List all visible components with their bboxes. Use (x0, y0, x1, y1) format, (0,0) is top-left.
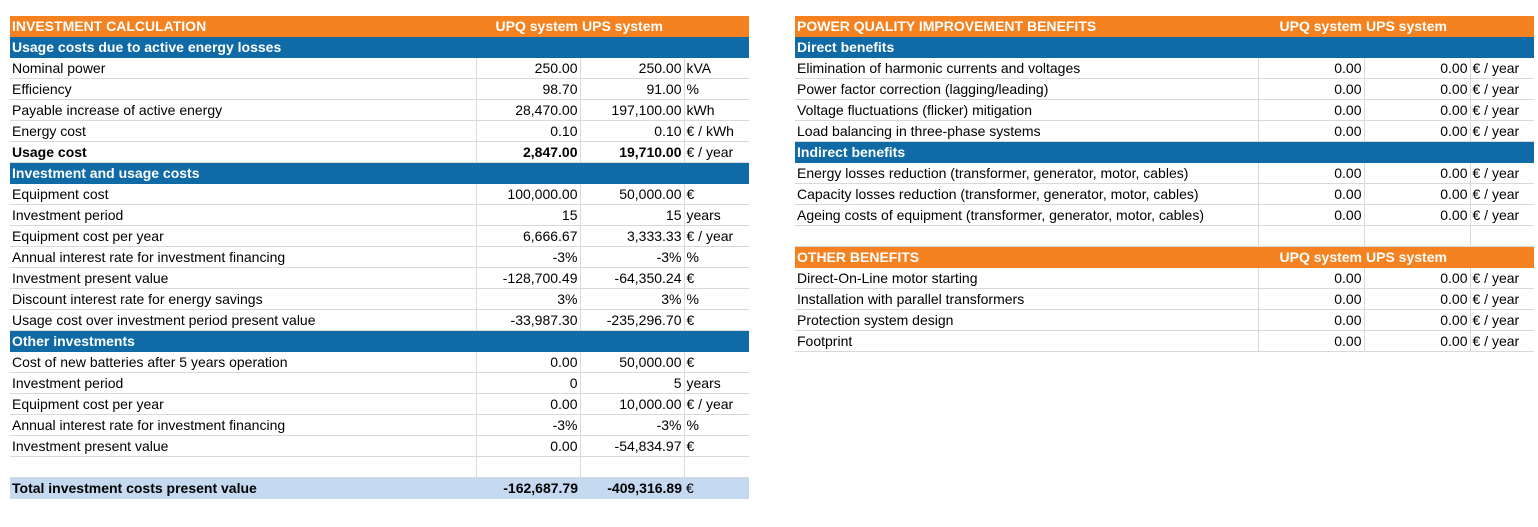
table-row (10, 415, 749, 436)
row-label: Equipment cost per year (10, 394, 476, 415)
upq-value: 0.00 (1258, 205, 1364, 226)
unit-label: years (684, 373, 749, 394)
unit-label: € (684, 184, 749, 205)
col-unit-header (684, 16, 749, 37)
table-row (795, 100, 1534, 121)
investment-calculation-table (10, 16, 749, 499)
other-benefits-title: OTHER BENEFITS (795, 247, 1258, 268)
total-unit: € (684, 478, 749, 499)
unit-label: % (684, 289, 749, 310)
upq-value: -128,700.49 (476, 268, 580, 289)
row-label: Cost of new batteries after 5 years operation (10, 352, 476, 373)
unit-label: € (684, 436, 749, 457)
row-label: Energy losses reduction (transformer, generator, motor, cables) (795, 163, 1258, 184)
row-label: Investment present value (10, 268, 476, 289)
table-row (10, 289, 749, 310)
ups-value: 197,100.00 (580, 100, 684, 121)
table-row (10, 268, 749, 289)
row-label: Protection system design (795, 310, 1258, 331)
unit-label: € (684, 268, 749, 289)
row-label: Equipment cost (10, 184, 476, 205)
table-row (795, 163, 1534, 184)
row-label: Investment present value (10, 436, 476, 457)
ups-value: 0.00 (1364, 58, 1470, 79)
ups-value: 10,000.00 (580, 394, 684, 415)
total-upq-value: -162,687.79 (476, 478, 580, 499)
unit-label: € / year (1470, 79, 1534, 100)
upq-value: 6,666.67 (476, 226, 580, 247)
unit-label: kWh (684, 100, 749, 121)
row-label: Usage cost over investment period present value (10, 310, 476, 331)
section-title: Investment and usage costs (10, 163, 749, 184)
unit-label: € / year (1470, 121, 1534, 142)
section-header-direct-benefits (795, 37, 1534, 58)
table-row (795, 205, 1534, 226)
section-header-usage-costs (10, 37, 749, 58)
investment-header-row (10, 16, 749, 37)
row-label: Efficiency (10, 79, 476, 100)
ups-value: 0.00 (1364, 184, 1470, 205)
unit-label: € / year (1470, 205, 1534, 226)
upq-value: 0.00 (1258, 79, 1364, 100)
ups-value: 91.00 (580, 79, 684, 100)
total-ups-value: -409,316.89 (580, 478, 684, 499)
investment-title: INVESTMENT CALCULATION (10, 16, 476, 37)
table-row (10, 226, 749, 247)
other-investments-section (10, 352, 749, 457)
usage-costs-section (10, 58, 749, 163)
upq-value: 250.00 (476, 58, 580, 79)
upq-value: 100,000.00 (476, 184, 580, 205)
upq-value: -3% (476, 247, 580, 268)
row-label: Energy cost (10, 121, 476, 142)
col-ups-header: UPS system (1364, 16, 1470, 37)
unit-label: % (684, 247, 749, 268)
table-row (10, 310, 749, 331)
row-label: Footprint (795, 331, 1258, 352)
col-ups-header: UPS system (580, 16, 684, 37)
upq-value: 0.00 (1258, 163, 1364, 184)
row-label: Elimination of harmonic currents and voltages (795, 58, 1258, 79)
col-upq-header: UPQ system (476, 16, 580, 37)
ups-value: 15 (580, 205, 684, 226)
table-row (10, 247, 749, 268)
other-benefits-section (795, 268, 1534, 352)
upq-value: 0.00 (1258, 58, 1364, 79)
row-label: Ageing costs of equipment (transformer, generator, motor, cables) (795, 205, 1258, 226)
indirect-benefits-section (795, 163, 1534, 226)
section-title: Direct benefits (795, 37, 1534, 58)
unit-label: years (684, 205, 749, 226)
row-label: Load balancing in three-phase systems (795, 121, 1258, 142)
ups-value: 0.00 (1364, 121, 1470, 142)
row-label: Capacity losses reduction (transformer, generator, motor, cables) (795, 184, 1258, 205)
ups-value: 0.00 (1364, 205, 1470, 226)
row-label: Usage cost (10, 142, 476, 163)
table-row (10, 373, 749, 394)
row-label: Installation with parallel transformers (795, 289, 1258, 310)
unit-label: € / year (1470, 58, 1534, 79)
col-unit-header (1470, 247, 1534, 268)
unit-label: € / year (1470, 184, 1534, 205)
row-label: Annual interest rate for investment financing (10, 415, 476, 436)
ups-value: 0.00 (1364, 310, 1470, 331)
investment-usage-section (10, 184, 749, 331)
table-row (10, 205, 749, 226)
ups-value: 3% (580, 289, 684, 310)
ups-value: -3% (580, 415, 684, 436)
row-label: Payable increase of active energy (10, 100, 476, 121)
power-quality-benefits-table (795, 16, 1534, 352)
unit-label: € / year (1470, 268, 1534, 289)
ups-value: 250.00 (580, 58, 684, 79)
table-row (10, 58, 749, 79)
spacer-row (10, 457, 749, 478)
table-row (795, 289, 1534, 310)
upq-value: 98.70 (476, 79, 580, 100)
ups-value: 0.00 (1364, 268, 1470, 289)
ups-value: -235,296.70 (580, 310, 684, 331)
ups-value: 3,333.33 (580, 226, 684, 247)
section-title: Indirect benefits (795, 142, 1534, 163)
upq-value: 0.00 (476, 394, 580, 415)
row-label: Discount interest rate for energy savings (10, 289, 476, 310)
direct-benefits-section (795, 58, 1534, 142)
row-label: Investment period (10, 373, 476, 394)
table-row (795, 58, 1534, 79)
row-label: Annual interest rate for investment financing (10, 247, 476, 268)
ups-value: 0.00 (1364, 79, 1470, 100)
upq-value: 3% (476, 289, 580, 310)
benefits-title: POWER QUALITY IMPROVEMENT BENEFITS (795, 16, 1258, 37)
ups-value: 0.00 (1364, 331, 1470, 352)
upq-value: 0.00 (1258, 331, 1364, 352)
ups-value: 50,000.00 (580, 352, 684, 373)
upq-value: -33,987.30 (476, 310, 580, 331)
row-label: Power factor correction (lagging/leading) (795, 79, 1258, 100)
unit-label: € / year (1470, 310, 1534, 331)
upq-value: 15 (476, 205, 580, 226)
upq-value: 0.00 (476, 352, 580, 373)
col-upq-header: UPQ system (1258, 247, 1364, 268)
section-header-other-investments (10, 331, 749, 352)
ups-value: -64,350.24 (580, 268, 684, 289)
section-title: Usage costs due to active energy losses (10, 37, 749, 58)
upq-value: 2,847.00 (476, 142, 580, 163)
unit-label: € (684, 352, 749, 373)
upq-value: 0.10 (476, 121, 580, 142)
table-row (795, 331, 1534, 352)
table-row (795, 184, 1534, 205)
unit-label: € / year (1470, 289, 1534, 310)
unit-label: € / year (684, 142, 749, 163)
unit-label: € / year (684, 226, 749, 247)
spacer-row (795, 226, 1534, 247)
upq-value: 28,470.00 (476, 100, 580, 121)
table-row (10, 121, 749, 142)
other-benefits-header-row (795, 247, 1534, 268)
upq-value: 0.00 (1258, 121, 1364, 142)
table-row (10, 79, 749, 100)
upq-value: 0 (476, 373, 580, 394)
unit-label: € (684, 310, 749, 331)
unit-label: € / year (1470, 163, 1534, 184)
upq-value: 0.00 (1258, 310, 1364, 331)
unit-label: € / year (684, 394, 749, 415)
table-row (10, 352, 749, 373)
col-unit-header (1470, 16, 1534, 37)
table-row (795, 121, 1534, 142)
ups-value: 0.00 (1364, 100, 1470, 121)
table-row (795, 79, 1534, 100)
upq-value: -3% (476, 415, 580, 436)
table-row (10, 184, 749, 205)
upq-value: 0.00 (1258, 100, 1364, 121)
ups-value: 5 (580, 373, 684, 394)
upq-value: 0.00 (476, 436, 580, 457)
upq-value: 0.00 (1258, 184, 1364, 205)
total-row (10, 478, 749, 499)
ups-value: 50,000.00 (580, 184, 684, 205)
table-row (10, 394, 749, 415)
unit-label: € / kWh (684, 121, 749, 142)
section-header-investment-usage (10, 163, 749, 184)
section-title: Other investments (10, 331, 749, 352)
upq-value: 0.00 (1258, 289, 1364, 310)
ups-value: 0.10 (580, 121, 684, 142)
unit-label: % (684, 79, 749, 100)
ups-value: -54,834.97 (580, 436, 684, 457)
row-label: Nominal power (10, 58, 476, 79)
section-header-indirect-benefits (795, 142, 1534, 163)
row-label: Voltage fluctuations (flicker) mitigation (795, 100, 1258, 121)
unit-label: % (684, 415, 749, 436)
row-label: Equipment cost per year (10, 226, 476, 247)
ups-value: 19,710.00 (580, 142, 684, 163)
col-ups-header: UPS system (1364, 247, 1470, 268)
total-label: Total investment costs present value (10, 478, 476, 499)
benefits-header-row (795, 16, 1534, 37)
unit-label: € / year (1470, 100, 1534, 121)
ups-value: 0.00 (1364, 163, 1470, 184)
table-row (795, 310, 1534, 331)
table-row (10, 436, 749, 457)
ups-value: -3% (580, 247, 684, 268)
table-row (10, 100, 749, 121)
unit-label: € / year (1470, 331, 1534, 352)
unit-label: kVA (684, 58, 749, 79)
row-label: Direct-On-Line motor starting (795, 268, 1258, 289)
table-row (795, 268, 1534, 289)
upq-value: 0.00 (1258, 268, 1364, 289)
row-label: Investment period (10, 205, 476, 226)
col-upq-header: UPQ system (1258, 16, 1364, 37)
table-row (10, 142, 749, 163)
ups-value: 0.00 (1364, 289, 1470, 310)
